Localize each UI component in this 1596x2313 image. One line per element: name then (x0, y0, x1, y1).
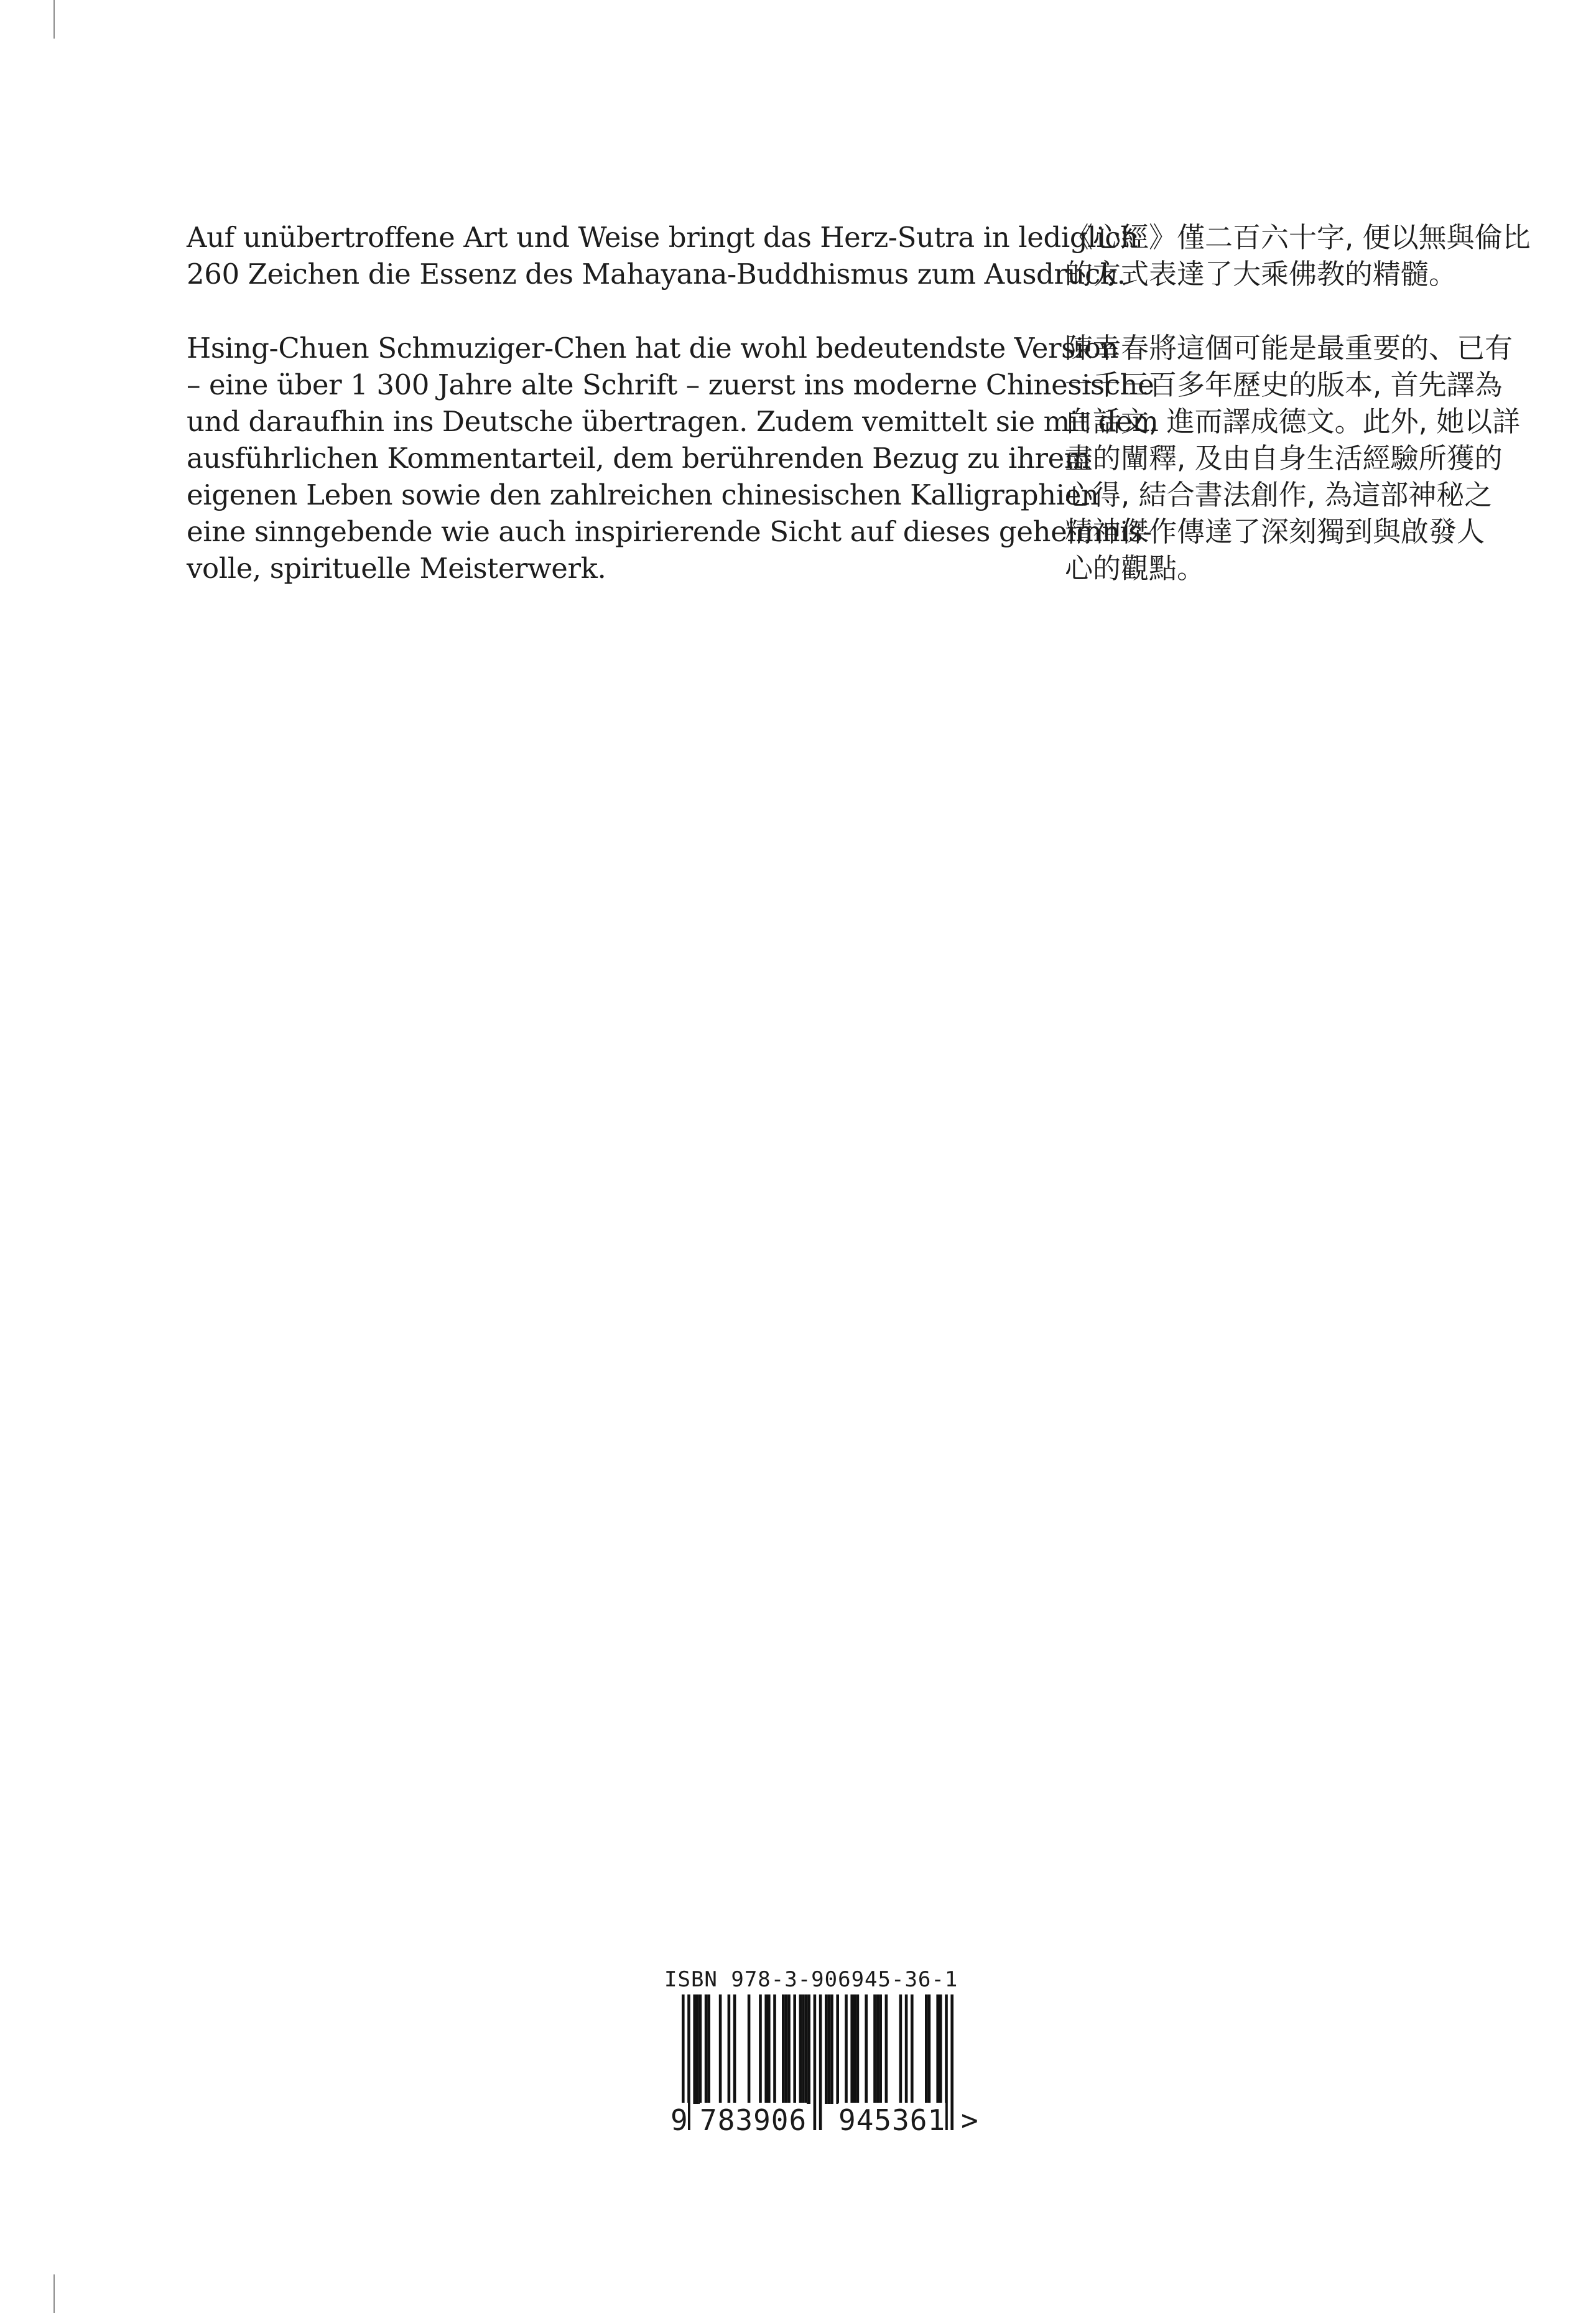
barcode-bar (928, 1994, 931, 2104)
barcode-bar (768, 1994, 771, 2104)
crop-mark-bottom-left (53, 2274, 55, 2313)
text-line: ausführlichen Kommentarteil, dem berührenden Bezug zu ihrem (187, 442, 1091, 475)
barcode-bar (856, 1994, 860, 2104)
text-line: 白話文, 進而譯成德文。此外, 她以詳 (1065, 405, 1521, 438)
chinese-paragraph-2 (1065, 330, 1521, 587)
barcode-bar (939, 1994, 942, 2104)
barcode-bar (950, 1994, 953, 2130)
crop-mark-top-left (53, 0, 55, 39)
barcode-bar (825, 1994, 828, 2104)
text-line: – eine über 1 300 Jahre alte Schrift – zuerst ins moderne Chinesische (187, 368, 1154, 401)
barcode-bar (879, 1994, 882, 2104)
chinese-blurb (1065, 219, 1531, 624)
barcode-bar (693, 1994, 696, 2104)
text-line: 心的觀點。 (1065, 552, 1205, 585)
barcode-bar (830, 1994, 833, 2104)
text-line: 的方式表達了大乘佛教的精髓。 (1065, 258, 1457, 291)
barcode-digits-right: 945361 (838, 2103, 946, 2137)
barcode-bar (687, 1994, 690, 2130)
barcode-bar (719, 1994, 722, 2104)
barcode-digits-left: 783906 (700, 2103, 807, 2137)
text-line: 《心經》僅二百六十字, 便以無與倫比 (1065, 221, 1531, 254)
text-line: 一千三百多年歷史的版本, 首先譯為 (1065, 368, 1503, 401)
text-line: 精神傑作傳達了深刻獨到與啟發人 (1065, 515, 1485, 548)
barcode-bar (807, 1994, 810, 2104)
barcode-bar (764, 1994, 768, 2104)
barcode-bar (802, 1994, 805, 2104)
barcode-bar (782, 1994, 785, 2104)
text-line: 260 Zeichen die Essenz des Mahayana-Buddhismus zum Ausdruck. (187, 258, 1126, 291)
barcode-bar (873, 1994, 876, 2104)
text-line: Hsing-Chuen Schmuziger-Chen hat die wohl bedeutendste Version (187, 332, 1119, 365)
barcode-bar (925, 1994, 928, 2104)
chinese-paragraph-1 (1065, 219, 1531, 292)
barcode-quiet-zone-marker: > (961, 2103, 978, 2137)
barcode-bar (696, 1994, 699, 2104)
barcode-bar (911, 1994, 914, 2104)
isbn-label: ISBN 978-3-906945-36-1 (664, 1967, 958, 1992)
barcode-bar (814, 1994, 817, 2130)
barcode-bar (759, 1994, 762, 2104)
text-line: 心得, 結合書法創作, 為這部神秘之 (1065, 478, 1493, 511)
barcode-bar (793, 1994, 796, 2104)
text-line: eine sinngebende wie auch inspirierende Sicht auf dieses geheimnis- (187, 515, 1152, 548)
barcode-digit-leading: 9 (670, 2103, 688, 2137)
barcode-bar (707, 1994, 710, 2104)
text-line: eigenen Leben sowie den zahlreichen chinesischen Kalligraphien (187, 478, 1099, 511)
barcode-bar (699, 1994, 702, 2104)
barcode-bar (733, 1994, 736, 2104)
barcode-bar (819, 1994, 822, 2130)
barcode-bar (773, 1994, 776, 2104)
barcode-bar (885, 1994, 888, 2104)
text-line: Auf unübertroffene Art und Weise bringt das Herz-Sutra in lediglich (187, 221, 1138, 254)
barcode-bar (705, 1994, 708, 2104)
barcode-bar (836, 1994, 839, 2104)
barcode-bar (748, 1994, 751, 2104)
barcode-bar (853, 1994, 856, 2104)
barcode-bar (787, 1994, 791, 2104)
barcode-bar (850, 1994, 853, 2104)
text-line: 盡的闡釋, 及由自身生活經驗所獲的 (1065, 442, 1503, 475)
barcode-bar (805, 1994, 808, 2104)
barcode-bar (785, 1994, 788, 2104)
barcode-bar (799, 1994, 802, 2104)
barcode-bar (899, 1994, 902, 2104)
barcode-bar (728, 1994, 731, 2104)
barcode-bar (865, 1994, 868, 2104)
barcode-bar (845, 1994, 848, 2104)
german-paragraph-1 (187, 219, 1138, 292)
barcode-bar (905, 1994, 908, 2104)
barcode-bar (876, 1994, 879, 2104)
barcode-bar (828, 1994, 831, 2104)
barcode-bar (936, 1994, 939, 2104)
text-line: und daraufhin ins Deutsche übertragen. Zudem vemittelt sie mit dem (187, 405, 1159, 438)
text-line: volle, spirituelle Meisterwerk. (187, 552, 606, 585)
text-line: 陳幸春將這個可能是最重要的、已有 (1065, 332, 1513, 365)
